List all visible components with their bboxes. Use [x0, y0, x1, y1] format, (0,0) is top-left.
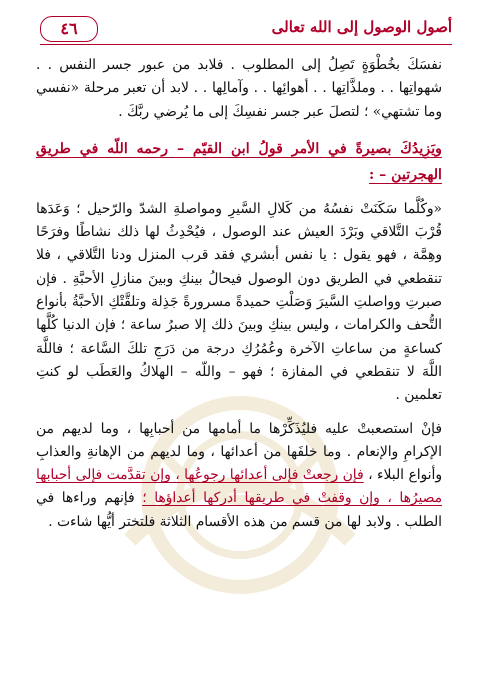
page-number-badge: ٤٦ — [40, 16, 98, 42]
paragraph-3-start: فإنْ استصعبتْ عليه فليُذَكِّرْها ما أمامها من أحبابِها ، وما لديهم من الإكرامِ والإنعام . وما خلفَها من أعدائها ، وما لديهم من الإهانةِ والعذابِ وأنواع البلاء ، — [36, 420, 442, 484]
paragraph-3 — [36, 418, 442, 534]
quote-heading — [36, 136, 442, 188]
paragraph-3-end: فإنهم وراءها في الطلب . ولابد لها من قسم من هذه الأقسام الثلاثة فلتختر أيُّها شاءت . — [36, 490, 442, 530]
paragraph-quote: «وكُلَّما سَكَنَتْ نفسُهُ من كَلالِ السَّيرِ ومواصلةِ الشدّ والرّحيل ؛ وَعَدَها قُرْبَ التَّلاقي وبَرْدَ العيش عند الوصول ، فيُحْدِثُ لها ذلك نشاطًا وفرَحًا وهِمَّة ، فهو يقول : يا نفس أبشري فقد قرب المنزل ودنا التَّلاقي ، فلا تنقطعي في الطريق دون الوصول فيحالُ بينكِ وبينَ منازلِ الأحبَّةِ . فإن صبرتِ وواصلتِ السَّيرَ وَصَلْتِ حميدةً مسرورةً جَذِلة وتلقَّتْكِ الأحبَّةُ بأنواع التُّحف والكرامات ، وليس بينكِ وبينَ ذلك إلا صبرُ ساعة ؛ فإن الدنيا كُلَّها كساعةٍ من ساعاتِ الآخرة وعُمُرُكِ درجة من دَرَجِ تلكَ السَّاعة ؛ فاللَّهَ اللَّهَ لا تنقطعي في المفازة ؛ فهو – واللّه – الهلاكُ والعَطَب لو كنتِ تعلمين . — [36, 200, 442, 404]
running-title: أصول الوصول إلى الله تعالى — [271, 18, 452, 36]
page-body — [36, 54, 442, 534]
paragraph-1: نفسَكَ بخُطْوَةٍ تَصِلُ إلى المطلوب . فلابد من عبور جسر النفس . . شهواتِها . . وملذَّاتِها . . أهوائِها . . وآمالِها . . لابد أن تعبر مرحلة «نفسي وما تشتهي» ؛ لتصلَ عبر جسر نفسِكَ إلى ما يُرضي ربَّكَ . — [36, 57, 442, 120]
quote-heading-text: ويَزِيدُكَ بصيرةً في الأمر قولُ ابن القيّم – رحمه اللّه في طريق الهجرتين – : — [36, 140, 442, 183]
header-divider — [40, 44, 452, 45]
page-header — [40, 14, 452, 48]
paragraph-3-highlight: فإن رجعتْ فإلى أعدائها رجوعُها ، وإن تقدَّمت فإلى أحبابها مصيرُها ، وإن وقفتْ في طريقها أدركها أعداؤها ؛ — [36, 467, 442, 507]
